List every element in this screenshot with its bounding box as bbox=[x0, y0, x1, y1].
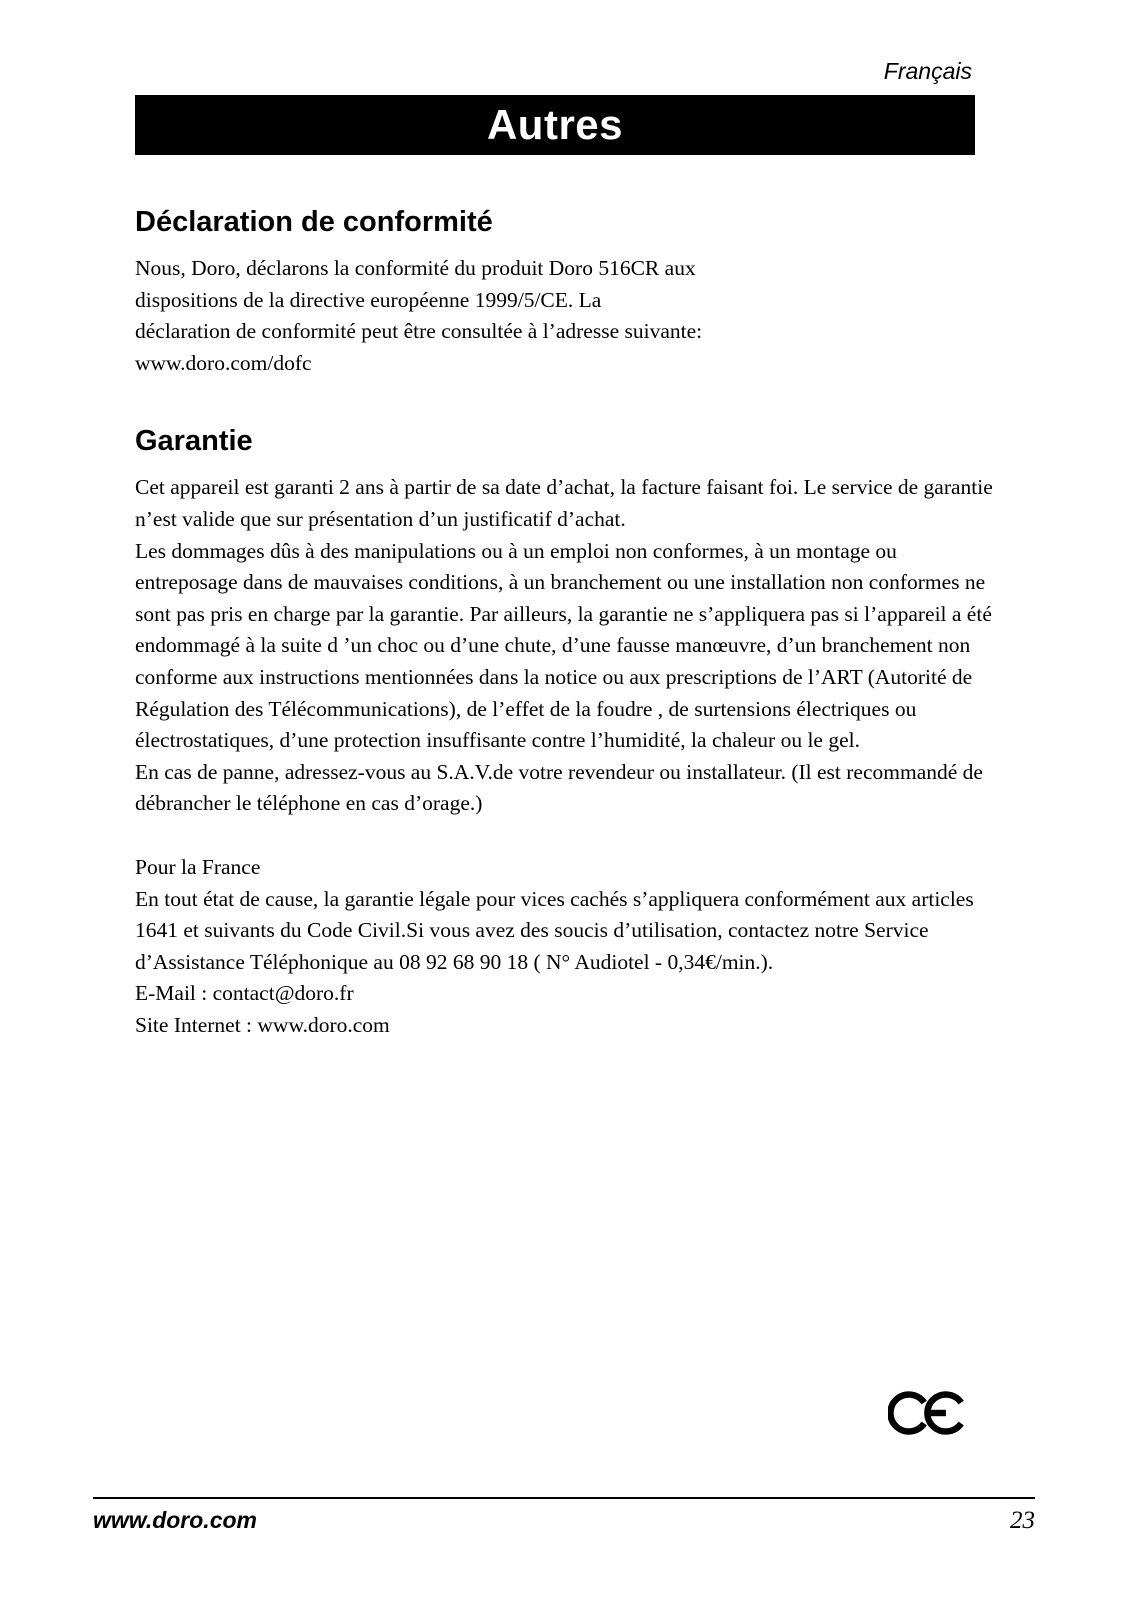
footer-website: www.doro.com bbox=[93, 1507, 257, 1533]
section-banner bbox=[135, 95, 975, 155]
banner-title: Autres bbox=[486, 101, 624, 148]
heading-declaration-de-conformite: Déclaration de conformité bbox=[135, 206, 493, 238]
footer-page-number: 23 bbox=[1010, 1507, 1035, 1534]
heading-garantie: Garantie bbox=[135, 425, 253, 458]
page-footer bbox=[93, 1497, 1035, 1535]
garantie-france-paragraph: Pour la France En tout état de cause, la garantie légale pour vices cachés s’appliquera conformément aux articles 1641 et suivants du Code Civil.Si vous avez des soucis d’utilisation, contactez notre Service d’Assistance Téléphonique au 08 92 68 90 18 ( N° Audiotel - 0,34€/min.). E-Mail : contact@doro.fr Site Internet : www.doro.com bbox=[135, 854, 974, 1037]
garantie-paragraph: Cet appareil est garanti 2 ans à partir de sa date d’achat, la facture faisant foi. Le service de garantie n’est valide que sur présentation d’un justificatif d’achat. Les dommages dûs à des manipulations ou à un emploi non conformes, à un montage ou entreposage dans de mauvaises conditions, à un branchement ou une installation non conformes ne sont pas pris en charge par la garantie. Par ailleurs, la garantie ne s’appliquera pas si l’appareil a été endommagé à la suite d ’un choc ou d’une chute, d’une fausse manœuvre, d’un branchement non conforme aux instructions mentionnées dans la notice ou aux prescriptions de l’ART (Autorité de Régulation des Télécommunications), de l’effet de la foudre , de surtensions électriques ou électrostatiques, d’une protection insuffisante contre l’humidité, la chaleur ou le gel. En cas de panne, adressez-vous au S.A.V.de votre revendeur ou installateur. (Il est recommandé de débrancher le téléphone en cas d’orage.) bbox=[135, 475, 993, 816]
page-content bbox=[135, 206, 1003, 1041]
language-label: Français bbox=[883, 58, 972, 84]
ce-mark-icon bbox=[888, 1382, 970, 1444]
declaration-paragraph: Nous, Doro, déclarons la conformité du produit Doro 516CR aux dispositions de la directive européenne 1999/5/CE. La déclaration de conformité peut être consultée à l’adresse suivante: www.doro.com/dofc bbox=[135, 256, 703, 375]
